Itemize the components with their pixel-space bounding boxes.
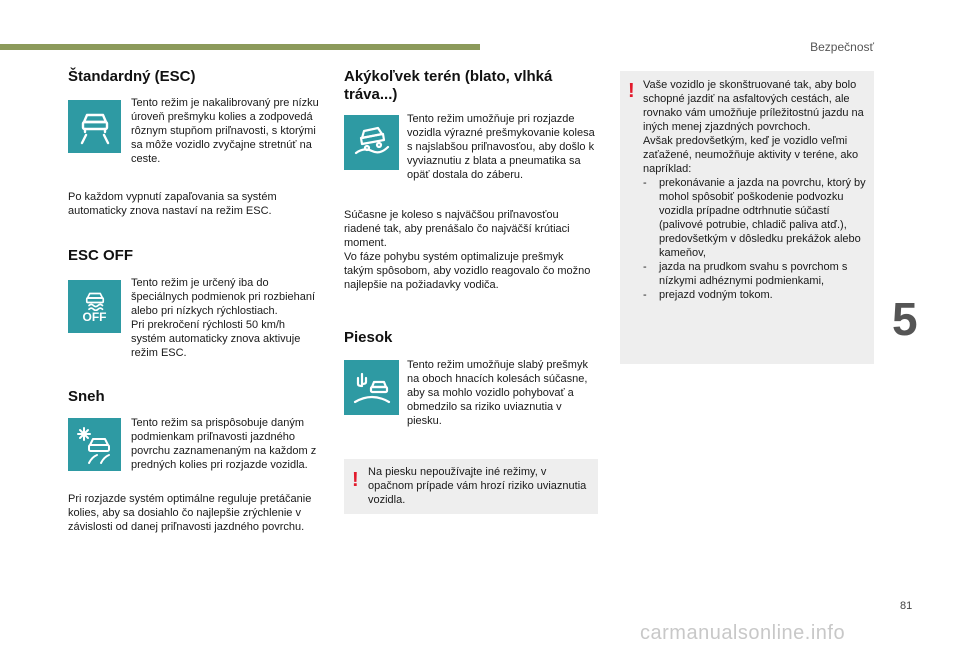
heading-esc-off: ESC OFF (68, 247, 134, 264)
sand-mode-icon (344, 360, 399, 415)
offroad-warning-list (643, 176, 869, 302)
list-item: - jazda na prudkom svahu s povrchom s nízkymi adhéznymi podmienkami, (643, 260, 869, 288)
standard-note: Po každom vypnutí zapaľovania sa systém automaticky znova nastaví na režim ESC. (68, 191, 277, 217)
offroad-note: Súčasne je koleso s najväčšou priľnavosťou riadené tak, aby prenášalo čo najväčší krútiaci moment. Vo fáze pohybu systém optimalizuje prešmyk takým spôsobom, aby vozidlo reagovalo čo možno najlepšie na požiadavky vodiča. (344, 209, 591, 291)
offroad-warning-box (620, 71, 874, 364)
esc-off-icon-label: OFF (82, 309, 107, 324)
heading-snow: Sneh (68, 388, 105, 405)
heading-standard-esc: Štandardný (ESC) (68, 68, 196, 85)
sand-desc: Tento režim umožňuje slabý prešmyk na oboch hnacích kolesách súčasne, aby sa mohlo vozidlo pohybovať a obmedzilo sa riziko uviaznutia v piesku. (407, 359, 588, 427)
list-item: - prejazd vodným tokom. (643, 288, 869, 302)
section-title: Bezpečnosť (810, 40, 874, 54)
standard-desc: Tento režim je nakalibrovaný pre nízku úroveň prešmyku kolies a zodpovedá rôznym stupňom priľnavosti, s ktorými sa môže vozidlo zvyčajne stretnúť na ceste. (131, 97, 319, 165)
offroad-desc: Tento režim umožňuje pri rozjazde vozidla výrazné prešmykovanie kolesa s najslabšou priľnavosťou, aby došlo k vyviaznutiu z blata a pneumatika sa opäť dostala do záberu. (407, 113, 595, 181)
sand-warning-text: Na piesku nepoužívajte iné režimy, v opačnom prípade vám hrozí riziko uviaznutia vozidla. (368, 466, 587, 506)
header-accent-bar (0, 44, 480, 50)
page-number: 81 (900, 600, 913, 612)
esc-off-icon (68, 280, 121, 333)
heading-offroad: Akýkoľvek terén (blato, vlhká tráva...) (344, 68, 553, 103)
car-traction-icon (68, 100, 121, 153)
heading-sand: Piesok (344, 329, 393, 346)
esc-off-desc: Tento režim je určený iba do špeciálnych podmienok pri rozbiehaní alebo pri nízkych rýchlostiach. Pri prekročení rýchlosti 50 km/h systém automaticky znova aktivuje režim ESC. (131, 277, 316, 359)
offroad-warning-content (643, 78, 869, 302)
offroad-mode-icon (344, 115, 399, 170)
snow-mode-icon (68, 418, 121, 471)
snow-note: Pri rozjazde systém optimálne reguluje pretáčanie kolies, aby sa dosiahlo čo najlepšie zrýchlenie v závislosti od danej priľnavosti jazdného povrchu. (68, 493, 312, 533)
chapter-number: 5 (892, 293, 918, 345)
offroad-warning-intro: Vaše vozidlo je skonštruované tak, aby bolo schopné jazdiť na asfaltových cestách, ale rovnako vám umožňuje príležitostnú jazdu na iných menej zjazdných povrchoch. Avšak predovšetkým, keď je vozidlo veľmi zaťažené, neumožňuje aktivity v teréne, ako napríklad: (643, 79, 864, 175)
warning-icon: ! (628, 80, 635, 102)
watermark: carmanualsonline.info (640, 622, 846, 644)
sand-warning-box (344, 459, 598, 514)
warning-icon: ! (352, 469, 359, 491)
list-item: - prekonávanie a jazda na povrchu, ktorý by mohol spôsobiť poškodenie podvozku vozidla prípadne odtrhnutie súčastí (palivové potrubie, chladič paliva atď.), predovšetkým v dôsledku prekážok alebo kameňov, (643, 176, 869, 260)
snow-desc: Tento režim sa prispôsobuje daným podmienkam priľnavosti jazdného povrchu zaznamenaným na každom z predných kolies pri rozjazde vozidla. (131, 417, 317, 471)
